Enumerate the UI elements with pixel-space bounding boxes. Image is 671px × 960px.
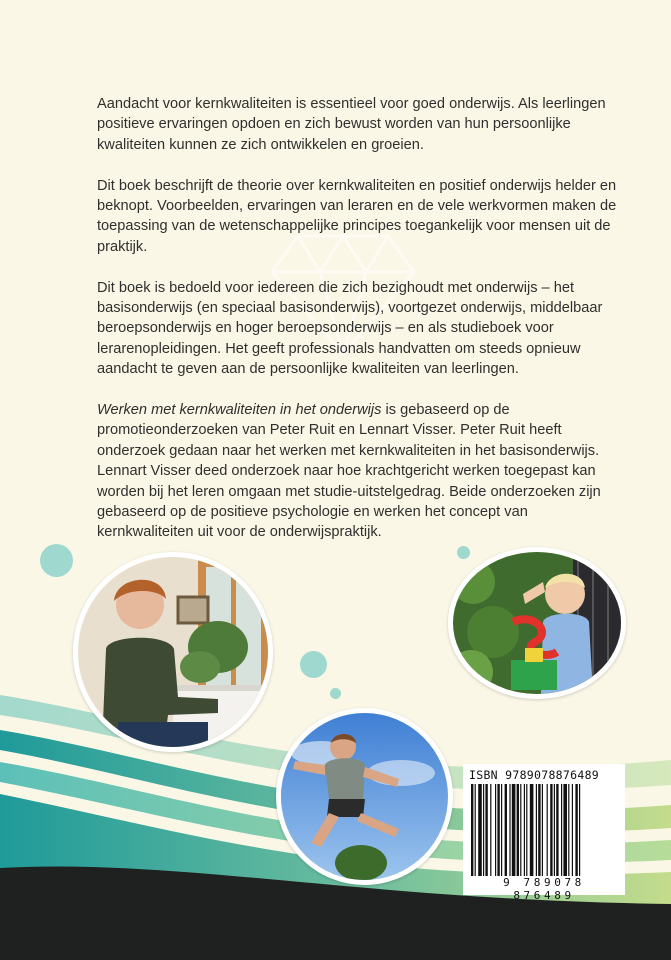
barcode-bar bbox=[575, 784, 577, 876]
barcode-bar bbox=[563, 784, 567, 876]
isbn-label: ISBN 9789078876489 bbox=[469, 768, 600, 782]
barcode-bar bbox=[512, 784, 516, 876]
barcode-bar bbox=[490, 784, 491, 876]
barcode-bar bbox=[547, 784, 548, 876]
barcode-bar bbox=[561, 784, 562, 876]
isbn-barcode bbox=[463, 764, 625, 902]
barcode-bar bbox=[536, 784, 537, 876]
decorative-dot bbox=[300, 651, 327, 678]
barcode-bars bbox=[471, 784, 617, 876]
barcode-bar bbox=[554, 784, 555, 876]
barcode-bar bbox=[568, 784, 569, 876]
barcode-bar bbox=[478, 784, 482, 876]
decorative-dot bbox=[457, 546, 470, 559]
barcode-bar bbox=[483, 784, 484, 876]
photo-boy-jumping bbox=[276, 708, 453, 885]
decorative-dot bbox=[40, 544, 73, 577]
barcode-bar bbox=[509, 784, 510, 876]
barcode-bar bbox=[497, 784, 499, 876]
barcode-bar bbox=[505, 784, 507, 876]
barcode-bar bbox=[542, 784, 543, 876]
book-title-italic: Werken met kernkwaliteiten in het onderwijs bbox=[97, 402, 382, 419]
barcode-bar bbox=[475, 784, 476, 876]
barcode-bar bbox=[517, 784, 519, 876]
barcode-bar bbox=[556, 784, 558, 876]
blurb-paragraph-2: Dit boek beschrijft de theorie over kernkwaliteiten en positief onderwijs helder en beknopt. Voorbeelden, ervaringen van leraren en de vele werkvormen maken de toepassing van de wetenschappelijke principes toegankelijk voor mensen uit de praktijk. bbox=[97, 177, 617, 255]
barcode-bar bbox=[538, 784, 540, 876]
photo-toddler-with-marble-run bbox=[448, 547, 626, 699]
blurb-paragraph-4 bbox=[97, 400, 617, 543]
blurb-paragraph-4-text: is gebaseerd op de promotieonderzoeken van Peter Ruit en Lennart Visser. Peter Ruit heeft onderzoek gedaan naar het werken met kernkwaliteiten in het basisonderwijs. Lennart Visser deed onderzoek naar hoe krachtgericht werken toegepast kan worden bij het leren omgaan met studie-uitstelgedrag. Beide onderzoeken zijn gebaseerd op de positieve psychologie en werken het concept van kernkwaliteiten uit voor de onderwijspraktijk. bbox=[97, 402, 601, 541]
barcode-bar bbox=[530, 784, 534, 876]
barcode-bar bbox=[579, 784, 580, 876]
barcode-bar bbox=[471, 784, 473, 876]
barcode-bar bbox=[526, 784, 527, 876]
photo-boy-at-piano bbox=[73, 552, 273, 752]
isbn-digits: 9 789078 876489 bbox=[503, 876, 585, 902]
back-cover-blurb bbox=[97, 94, 617, 563]
barcode-bar bbox=[550, 784, 552, 876]
barcode-bar bbox=[485, 784, 487, 876]
barcode-bar bbox=[501, 784, 502, 876]
barcode-bar bbox=[495, 784, 496, 876]
barcode-bar bbox=[524, 784, 525, 876]
barcode-bar bbox=[572, 784, 573, 876]
blurb-paragraph-1: Aandacht voor kernkwaliteiten is essentieel voor goed onderwijs. Als leerlingen positieve ervaringen opdoen en zich bewust worden van hun persoonlijke kwaliteiten kunnen ze zich ontwikkelen en groeien. bbox=[97, 96, 606, 153]
blurb-paragraph-3: Dit boek is bedoeld voor iedereen die zich bezighoudt met onderwijs – het basisonderwijs (en speciaal basisonderwijs), voortgezet onderwijs, middelbaar beroepsonderwijs en hoger beroepsonderwijs – en als studieboek voor lerarenopleidingen. Het geeft professionals handvatten om steeds opnieuw aandacht te geven aan de persoonlijke kwaliteiten van leerlingen. bbox=[97, 279, 603, 378]
barcode-bar bbox=[520, 784, 521, 876]
